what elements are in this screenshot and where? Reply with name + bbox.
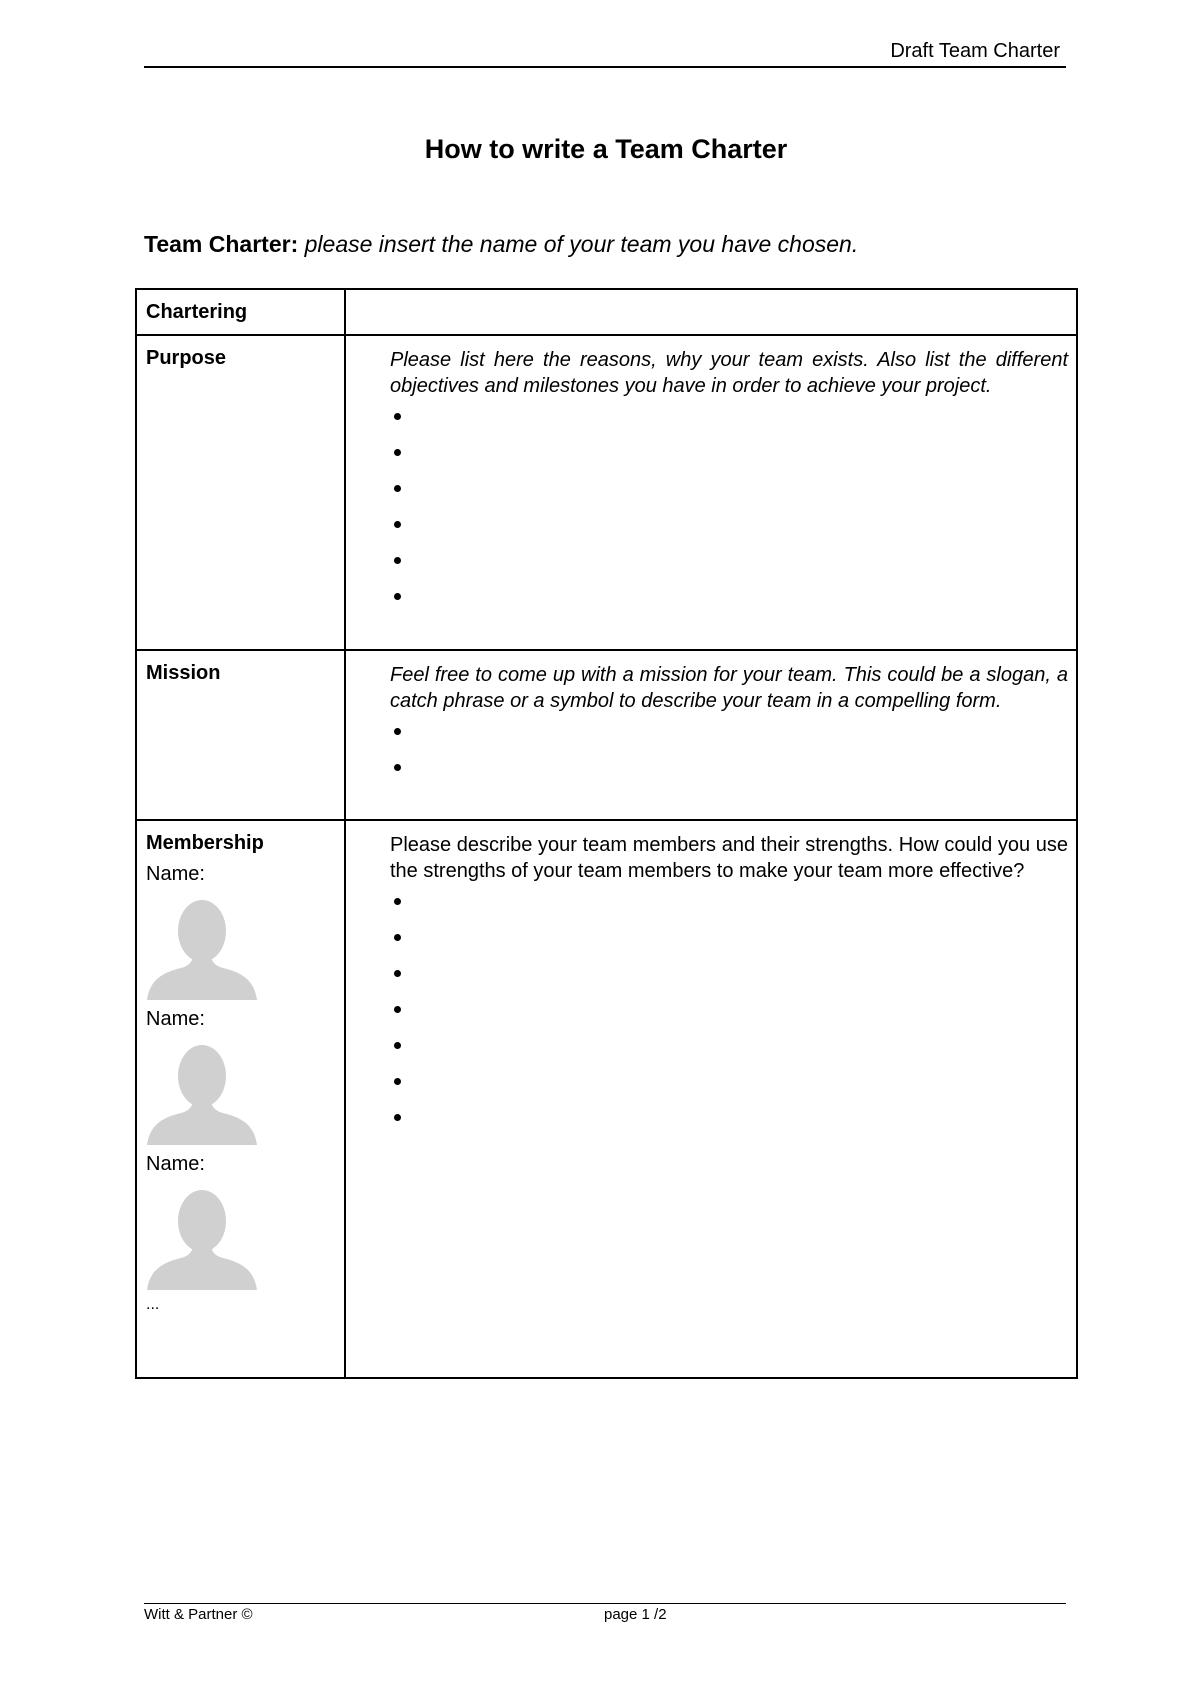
mission-label: Mission	[146, 662, 221, 684]
team-charter-label: Team Charter:	[144, 231, 299, 257]
team-charter-value: please insert the name of your team you have chosen.	[304, 231, 859, 257]
list-item	[390, 1068, 1068, 1104]
list-item	[390, 960, 1068, 996]
list-item	[390, 1032, 1068, 1068]
header-rule	[144, 66, 1066, 68]
purpose-description: Please list here the reasons, why your team exists. Also list the different objectives and milestones you have in order to achieve your project.	[390, 349, 1068, 397]
member-name-label: Name:	[146, 863, 205, 885]
purpose-bullet-list	[390, 403, 1068, 619]
list-item	[390, 547, 1068, 583]
footer-copyright: Witt & Partner ©	[144, 1606, 253, 1623]
mission-bullet-list	[390, 718, 1068, 790]
team-charter-line	[144, 231, 858, 258]
membership-label: Membership	[146, 832, 264, 854]
document-title: How to write a Team Charter	[424, 134, 788, 164]
membership-description: Please describe your team members and their strengths. How could you use the strengths of your team members to make your team more effective?	[390, 834, 1068, 882]
chartering-label: Chartering	[146, 301, 248, 323]
charter-table	[135, 288, 1078, 1379]
list-item	[390, 511, 1068, 547]
chartering-value-cell	[345, 289, 1077, 335]
table-row-chartering	[136, 289, 1077, 335]
footer-page-number: page 1 /2	[604, 1606, 667, 1623]
mission-description: Feel free to come up with a mission for your team. This could be a slogan, a catch phrase or a symbol to describe your team in a compelling form.	[390, 664, 1068, 712]
table-row-mission	[136, 650, 1077, 820]
list-item	[390, 475, 1068, 511]
more-members-ellipsis: ...	[146, 1296, 160, 1313]
member-avatar-icon	[147, 896, 257, 1000]
membership-bullet-list	[390, 888, 1068, 1140]
list-item	[390, 403, 1068, 439]
list-item	[390, 754, 1068, 790]
list-item	[390, 996, 1068, 1032]
running-header: Draft Team Charter	[890, 40, 1060, 62]
member-avatar-icon	[147, 1186, 257, 1290]
member-name-label: Name:	[146, 1153, 205, 1175]
list-item	[390, 888, 1068, 924]
list-item	[390, 924, 1068, 960]
list-item	[390, 439, 1068, 475]
purpose-label: Purpose	[146, 347, 227, 369]
member-avatar-icon	[147, 1041, 257, 1145]
list-item	[390, 1104, 1068, 1140]
member-name-label: Name:	[146, 1008, 205, 1030]
list-item	[390, 583, 1068, 619]
table-row-membership	[136, 820, 1077, 1378]
footer-rule	[144, 1603, 1066, 1604]
table-row-purpose	[136, 335, 1077, 650]
list-item	[390, 718, 1068, 754]
